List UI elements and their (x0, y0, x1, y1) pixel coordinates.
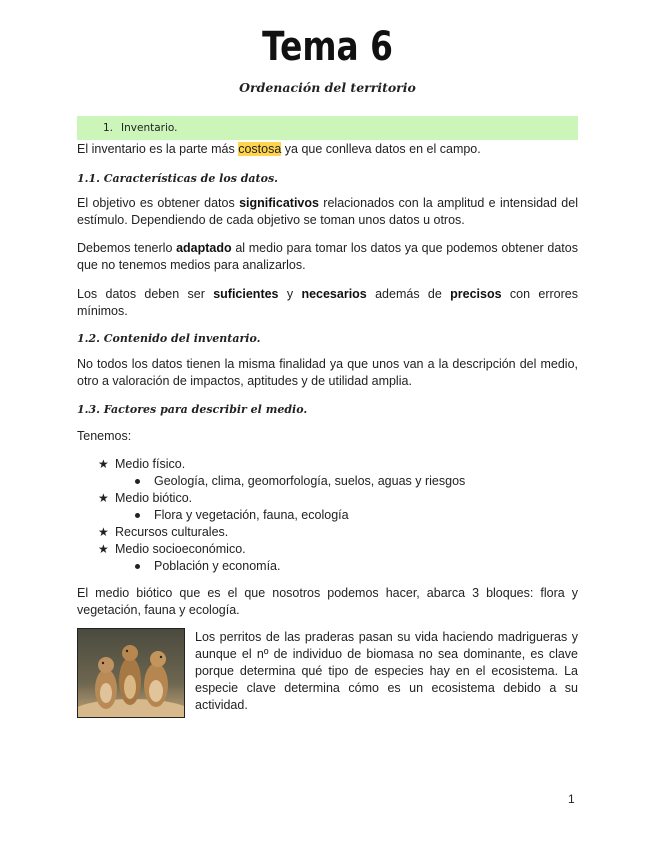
list-item-text: Medio biótico. (115, 491, 193, 505)
list-subitem (98, 558, 465, 575)
p1-bold: significativos (239, 196, 319, 210)
highlighted-word: costosa (238, 142, 282, 156)
page-subtitle: Ordenación del territorio (239, 80, 416, 95)
page-number: 1 (568, 792, 575, 806)
p3-text-a: Los datos deben ser (77, 287, 214, 301)
paragraph-significativos (77, 195, 578, 229)
paragraph-medio-biotico: El medio biótico que es el que nosotros podemos hacer, abarca 3 bloques: flora y vegetación, fauna y ecología. (77, 586, 578, 617)
list-subitem (98, 507, 465, 524)
p2-text-a: Debemos tenerlo (77, 241, 177, 255)
list-item (98, 524, 465, 541)
dot-bullet-icon (135, 513, 140, 518)
section-label: Inventario. (121, 122, 178, 134)
paragraph-perritos: Los perritos de las praderas pasan su vida haciendo madrigueras y aunque el nº de individuo de biomasa no sea dominante, es clave porque determina qué tipo de especies hay en el ecosistema. La especie clave determina cómo es un ecosistema debido a su actividad. (195, 630, 578, 712)
section-heading-inventario (77, 116, 578, 140)
star-bullet-icon: ★ (98, 491, 109, 505)
paragraph-tenemos: Tenemos: (77, 429, 132, 443)
list-subitem-text: Población y economía. (154, 559, 281, 573)
p3-text-e: además de (366, 287, 451, 301)
star-bullet-icon: ★ (98, 525, 109, 539)
list-item-text: Medio socioeconómico. (115, 542, 246, 556)
p3-bold-f: precisos (450, 287, 502, 301)
list-item (98, 541, 465, 558)
heading-1-3: 1.3. Factores para describir el medio. (77, 403, 308, 416)
list-item (98, 456, 465, 473)
list-subitem-text: Flora y vegetación, fauna, ecología (154, 508, 349, 522)
p2-text-c: al medio para tomar los datos ya que podemos obtener datos que no tenemos medios para analizarlos. (77, 241, 578, 272)
section-number: 1. (103, 122, 114, 134)
list-item (98, 490, 465, 507)
star-bullet-icon: ★ (98, 542, 109, 556)
factors-list (98, 456, 465, 575)
prairie-dogs-photo (77, 628, 185, 718)
p3-bold-b: suficientes (213, 287, 279, 301)
list-item-text: Medio físico. (115, 457, 186, 471)
page-title: Tema 6 (262, 24, 393, 70)
intro-text-after: ya que conlleva datos en el campo. (281, 142, 481, 156)
prairie-dogs-illustration (78, 629, 185, 718)
list-subitem (98, 473, 465, 490)
p3-text-g: con errores mínimos. (77, 287, 578, 318)
p3-bold-d: necesarios (301, 287, 367, 301)
heading-1-2: 1.2. Contenido del inventario. (77, 332, 261, 345)
list-item-text: Recursos culturales. (115, 525, 229, 539)
p3-text-c: y (278, 287, 302, 301)
star-bullet-icon: ★ (98, 457, 109, 471)
dot-bullet-icon (135, 564, 140, 569)
p1-text-c: relacionados con la amplitud e intensidad del estímulo. Dependiendo de cada objetivo se toman unos datos u otros. (77, 196, 578, 227)
dot-bullet-icon (135, 479, 140, 484)
p1-text-a: El objetivo es obtener datos (77, 196, 240, 210)
intro-text-before: El inventario es la parte más (77, 142, 239, 156)
paragraph-suficientes (77, 286, 578, 320)
paragraph-adaptado (77, 240, 578, 274)
paragraph-finalidad: No todos los datos tienen la misma finalidad ya que unos van a la descripción del medio, otro a valoración de impactos, aptitudes y de utilidad amplia. (77, 357, 578, 388)
p2-bold: adaptado (176, 241, 232, 255)
heading-1-1: 1.1. Características de los datos. (77, 172, 278, 185)
intro-paragraph (77, 141, 578, 158)
list-subitem-text: Geología, clima, geomorfología, suelos, aguas y riesgos (154, 474, 466, 488)
